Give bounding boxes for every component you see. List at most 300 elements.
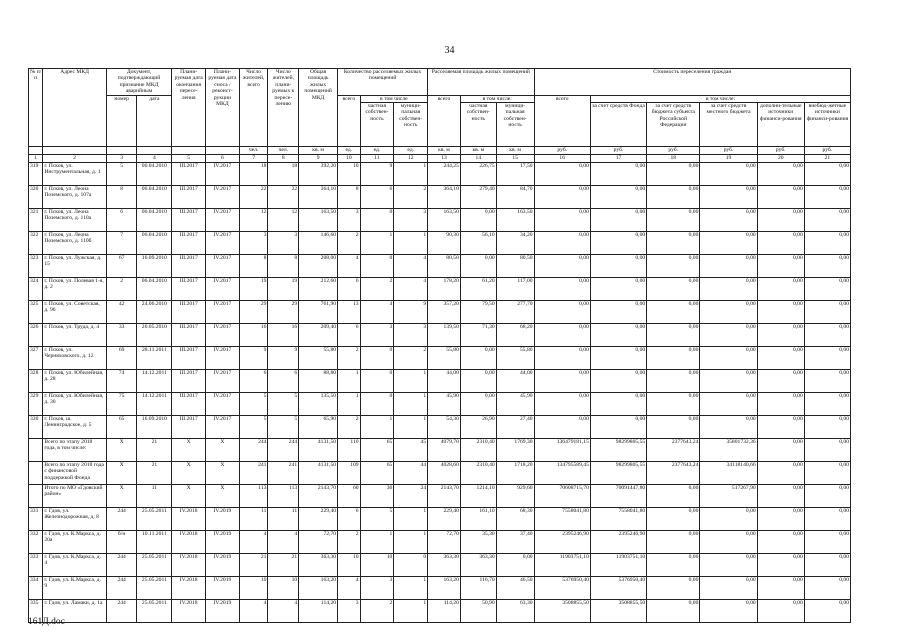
table-cell: 16.09.2010: [137, 416, 172, 439]
table-cell: 241: [268, 462, 299, 485]
table-cell: 1214,10: [460, 485, 496, 508]
column-number-10: 10: [338, 155, 361, 163]
column-number-8: 8: [268, 155, 299, 163]
table-cell: 35801732,36: [700, 439, 757, 462]
table-cell: 0,00: [757, 163, 804, 186]
unit-cell-16: руб.: [534, 147, 590, 155]
address-cell: г. Псков, ул. Лужская, д. 15: [43, 255, 106, 278]
table-cell: 10: [268, 577, 299, 600]
table-cell: 1769,30: [496, 439, 534, 462]
column-number-19: 19: [700, 155, 757, 163]
table-cell: 0,00: [804, 163, 850, 186]
table-cell: 10: [239, 577, 268, 600]
table-row: [29, 301, 851, 324]
table-cell: 333: [29, 554, 43, 577]
header-cost-region: за счет средств бюджета субъекта Российской Федерации: [647, 103, 700, 147]
table-header: [29, 69, 851, 163]
table-cell: IV.2017: [206, 347, 240, 370]
table-cell: 24: [394, 485, 428, 508]
table-cell: 55,80: [299, 347, 338, 370]
table-cell: 0,00: [647, 370, 700, 393]
table-cell: 0,00: [534, 278, 590, 301]
table-cell: 4: [338, 577, 361, 600]
table-cell: 3: [338, 209, 361, 232]
unit-cell-11: ед.: [360, 147, 394, 155]
column-number-12: 12: [394, 155, 428, 163]
table-cell: 0,00: [804, 370, 850, 393]
table-cell: 13: [338, 301, 361, 324]
table-cell: 331: [29, 508, 43, 531]
table-cell: 4: [360, 301, 394, 324]
header-doc-date: дата: [137, 95, 172, 146]
table-cell: III.2017: [172, 186, 206, 209]
table-cell: 6: [338, 508, 361, 531]
table-cell: 363,30: [299, 554, 338, 577]
table-cell: 139,50: [428, 324, 461, 347]
header-qty-total: всего: [338, 95, 361, 146]
table-cell: 0,00: [534, 209, 590, 232]
table-cell: IV.2017: [206, 186, 240, 209]
table-cell: 209,40: [299, 324, 338, 347]
table-cell: 0,00: [590, 232, 646, 255]
table-cell: 46,50: [496, 577, 534, 600]
address-cell: г. Гдов, ул. Ламаки, д. 1а: [43, 600, 106, 623]
table-cell: 244: [106, 508, 137, 531]
column-number-9: 9: [299, 155, 338, 163]
table-cell: 334: [29, 577, 43, 600]
address-cell: г. Псков, ул. Советская, д. 96: [43, 301, 106, 324]
table-cell: 0,00: [534, 301, 590, 324]
unit-cell-14: кв. м: [460, 147, 496, 155]
table-cell: 0,00: [700, 278, 757, 301]
table-cell: 0,00: [757, 485, 804, 508]
table-cell: IV.2017: [206, 416, 240, 439]
table-cell: [29, 462, 43, 485]
table-cell: 21: [268, 554, 299, 577]
column-number-11: 11: [360, 155, 394, 163]
unit-cell-17: руб.: [590, 147, 646, 155]
header-plan-demolish: Плани-руемая дата сноса / реконст-рукции МКД: [206, 69, 240, 147]
column-number-5: 5: [172, 155, 206, 163]
table-cell: 2310,40: [460, 439, 496, 462]
table-cell: 363,30: [428, 554, 461, 577]
table-cell: IV.2017: [206, 301, 240, 324]
table-cell: 2395246,90: [590, 531, 646, 554]
table-cell: 0,00: [534, 232, 590, 255]
table-cell: IV.2017: [206, 209, 240, 232]
table-cell: 4: [239, 600, 268, 623]
table-cell: 244: [268, 439, 299, 462]
table-cell: 6: [106, 209, 137, 232]
table-cell: 0,00: [757, 278, 804, 301]
column-number-15: 15: [496, 155, 534, 163]
unit-cell-3: [106, 147, 137, 155]
table-cell: 329: [29, 393, 43, 416]
table-cell: 0,00: [647, 554, 700, 577]
table-cell: 1718,20: [496, 462, 534, 485]
table-cell: 3508855,50: [534, 600, 590, 623]
unit-cell-12: ед.: [394, 147, 428, 155]
table-cell: 0,00: [590, 255, 646, 278]
table-cell: 26.05.2010: [137, 324, 172, 347]
table-cell: 3: [394, 324, 428, 347]
table-cell: 0,00: [534, 416, 590, 439]
header-area: Общая площадь жилых помещений МКД: [299, 69, 338, 147]
unit-cell-21: руб.: [804, 147, 850, 155]
table-cell: 114,20: [299, 600, 338, 623]
table-cell: 332: [29, 531, 43, 554]
table-cell: IV.2017: [206, 370, 240, 393]
table-cell: 11: [268, 508, 299, 531]
table-cell: III.2017: [172, 370, 206, 393]
unit-cell-4: [137, 147, 172, 155]
unit-cell-10: ед.: [338, 147, 361, 155]
table-cell: 11903751,10: [590, 554, 646, 577]
table-cell: 163,50: [428, 209, 461, 232]
table-cell: 0,00: [647, 577, 700, 600]
table-cell: 0,00: [757, 462, 804, 485]
table-cell: 65: [360, 439, 394, 462]
table-cell: 5: [239, 393, 268, 416]
table-cell: 0,00: [647, 393, 700, 416]
table-row: [29, 232, 851, 255]
table-cell: III.2017: [172, 301, 206, 324]
address-cell: г. Псков, ул. Леона Поземского, д. 110а: [43, 209, 106, 232]
table-cell: 11903751,10: [534, 554, 590, 577]
table-cell: 1: [394, 232, 428, 255]
table-cell: 61,20: [460, 278, 496, 301]
table-cell: 80,50: [428, 255, 461, 278]
table-cell: 65,90: [299, 416, 338, 439]
table-cell: 28.11.2011: [137, 347, 172, 370]
table-cell: 5376950,40: [590, 577, 646, 600]
table-cell: 0,00: [590, 347, 646, 370]
unit-cell-6: [206, 147, 240, 155]
table-cell: 1: [394, 163, 428, 186]
table-cell: 84,70: [496, 186, 534, 209]
table-cell: 0,00: [700, 531, 757, 554]
table-cell: 0,00: [590, 163, 646, 186]
table-cell: 136479181,15: [534, 439, 590, 462]
table-cell: 0,00: [590, 301, 646, 324]
table-cell: 70091447,80: [590, 485, 646, 508]
table-cell: Х: [106, 462, 137, 485]
table-cell: [29, 485, 43, 508]
table-cell: 0,00: [804, 577, 850, 600]
table-cell: 9: [268, 347, 299, 370]
table-cell: 279,40: [460, 186, 496, 209]
unit-cell-1: [29, 147, 43, 155]
table-cell: 0,00: [534, 255, 590, 278]
table-cell: 68,20: [496, 324, 534, 347]
table-cell: 0,00: [460, 255, 496, 278]
table-cell: 241: [239, 462, 268, 485]
table-cell: 8: [106, 186, 137, 209]
table-row: [29, 324, 851, 347]
table-cell: 06.04.2010: [137, 278, 172, 301]
table-cell: 9: [394, 301, 428, 324]
table-cell: 114,20: [428, 600, 461, 623]
table-cell: 6: [268, 370, 299, 393]
table-cell: 364,10: [299, 186, 338, 209]
table-cell: III.2017: [172, 416, 206, 439]
table-cell: 0,00: [757, 577, 804, 600]
table-cell: 929,60: [496, 485, 534, 508]
table-cell: 19: [268, 278, 299, 301]
table-cell: 0,00: [590, 370, 646, 393]
table-cell: 0: [360, 347, 394, 370]
table-cell: IV.2017: [206, 324, 240, 347]
table-cell: 34,20: [496, 232, 534, 255]
table-cell: 0,00: [647, 209, 700, 232]
header-area-group: Расселяемая площадь жилых помещений: [428, 69, 534, 96]
table-cell: 163,50: [299, 209, 338, 232]
table-cell: 2: [338, 531, 361, 554]
table-cell: 0,00: [804, 393, 850, 416]
table-cell: 1: [394, 370, 428, 393]
table-cell: 0,00: [757, 600, 804, 623]
table-row: [29, 393, 851, 416]
address-cell: Всего по этапу 2018 года, в том числе:: [43, 439, 106, 462]
header-cost-offbudget: внебюд-жетные источники финанси-рования: [804, 103, 850, 147]
table-row: [29, 554, 851, 577]
table-cell: 110: [338, 439, 361, 462]
table-cell: 68,30: [496, 508, 534, 531]
table-cell: 4: [239, 531, 268, 554]
table-cell: 1: [394, 416, 428, 439]
table-cell: Х: [172, 439, 206, 462]
table-cell: 0,00: [647, 324, 700, 347]
address-cell: г. Гдов, ул. Железнодорожная, д. 8: [43, 508, 106, 531]
table-cell: 4028,60: [428, 462, 461, 485]
table-cell: 2143,70: [299, 485, 338, 508]
address-cell: г. Псков, ул. Юбилейная, д. 30: [43, 393, 106, 416]
table-cell: Х: [206, 439, 240, 462]
table-cell: 109: [338, 462, 361, 485]
table-cell: III.2017: [172, 255, 206, 278]
table-cell: 113: [239, 485, 268, 508]
table-cell: 0,00: [590, 209, 646, 232]
table-cell: 134795589,45: [534, 462, 590, 485]
table-cell: 60: [338, 485, 361, 508]
header-cost-group: Стоимость переселения граждан: [534, 69, 850, 96]
table-cell: 7: [106, 232, 137, 255]
table-cell: 63,30: [496, 600, 534, 623]
table-cell: 0,00: [496, 554, 534, 577]
table-cell: 2: [394, 186, 428, 209]
table-cell: 0,00: [757, 554, 804, 577]
table-cell: 0,00: [647, 186, 700, 209]
table-cell: 0,00: [700, 255, 757, 278]
table-cell: 517267,90: [700, 485, 757, 508]
table-cell: 7558041,80: [590, 508, 646, 531]
header-area-private: частная собствен-ность: [460, 103, 496, 147]
column-number-2: 2: [43, 155, 106, 163]
table-cell: 44: [394, 462, 428, 485]
table-cell: 22: [268, 186, 299, 209]
column-number-18: 18: [647, 155, 700, 163]
header-qty-municipal: муници-пальная собствен-ность: [394, 103, 428, 147]
column-number-14: 14: [460, 155, 496, 163]
table-cell: 0,00: [700, 324, 757, 347]
table-cell: 0,00: [460, 393, 496, 416]
unit-cell-9: кв. м: [299, 147, 338, 155]
table-row: [29, 209, 851, 232]
table-cell: 06.04.2010: [137, 186, 172, 209]
table-cell: 21: [137, 462, 172, 485]
table-cell: III.2017: [172, 163, 206, 186]
table-cell: 0,00: [804, 439, 850, 462]
table-cell: 0,00: [757, 370, 804, 393]
table-cell: 244: [106, 577, 137, 600]
table-cell: 2143,70: [428, 485, 461, 508]
table-row: [29, 186, 851, 209]
address-cell: г. Псков, ул. Труда, д. 4: [43, 324, 106, 347]
table-cell: 17,50: [496, 163, 534, 186]
table-cell: 74: [106, 370, 137, 393]
table-cell: 320: [29, 186, 43, 209]
table-cell: 19: [239, 278, 268, 301]
table-cell: 3: [338, 600, 361, 623]
table-cell: 0,00: [757, 255, 804, 278]
header-doc-number: номер: [106, 95, 137, 146]
column-number-7: 7: [239, 155, 268, 163]
header-cost-incl: в том числе:: [590, 95, 850, 102]
table-cell: Х: [172, 462, 206, 485]
table-cell: 11: [137, 485, 172, 508]
table-cell: 80,50: [496, 255, 534, 278]
table-cell: 0,00: [757, 232, 804, 255]
table-cell: 26,90: [460, 416, 496, 439]
table-cell: 27,40: [496, 416, 534, 439]
table-cell: 1: [360, 531, 394, 554]
table-cell: 6: [338, 324, 361, 347]
table-cell: 0,00: [700, 393, 757, 416]
table-cell: 65: [360, 462, 394, 485]
table-cell: 25.05.2011: [137, 577, 172, 600]
table-row: [29, 439, 851, 462]
table-row: [29, 485, 851, 508]
table-cell: 208,00: [299, 255, 338, 278]
table-cell: 5376950,40: [534, 577, 590, 600]
table-cell: 0,00: [534, 324, 590, 347]
table-cell: 2: [338, 347, 361, 370]
table-cell: 761,90: [299, 301, 338, 324]
table-cell: IV.2019: [206, 508, 240, 531]
unit-cell-8: чел.: [268, 147, 299, 155]
table-cell: 244: [106, 554, 137, 577]
table-cell: 277,70: [496, 301, 534, 324]
unit-cell-20: руб.: [757, 147, 804, 155]
table-cell: 326: [29, 324, 43, 347]
table-cell: 363,30: [460, 554, 496, 577]
table-cell: 0,00: [700, 416, 757, 439]
table-cell: 8: [338, 186, 361, 209]
table-cell: 0,00: [757, 439, 804, 462]
table-cell: 1: [338, 370, 361, 393]
column-numbers-row: [29, 155, 851, 163]
table-row: [29, 278, 851, 301]
header-area-municipal: муници-пальная собствен-ность: [496, 103, 534, 147]
column-number-4: 4: [137, 155, 172, 163]
table-row: [29, 508, 851, 531]
header-qty-incl: в том числе: [360, 95, 428, 102]
table-cell: Х: [106, 439, 137, 462]
table-cell: 18: [268, 163, 299, 186]
column-number-21: 21: [804, 155, 850, 163]
table-cell: 2395246,90: [534, 531, 590, 554]
table-cell: 3: [360, 324, 394, 347]
table-cell: Х: [172, 485, 206, 508]
table-cell: IV.2019: [206, 531, 240, 554]
table-cell: 0,00: [647, 600, 700, 623]
table-cell: III.2017: [172, 278, 206, 301]
table-cell: 06.04.2010: [137, 209, 172, 232]
table-cell: 35,30: [460, 531, 496, 554]
table-cell: 146,60: [299, 232, 338, 255]
table-cell: IV.2017: [206, 393, 240, 416]
table-cell: Х: [206, 462, 240, 485]
table-cell: 330: [29, 416, 43, 439]
table-cell: 33: [106, 324, 137, 347]
table-cell: 72,70: [428, 531, 461, 554]
table-cell: 16: [268, 324, 299, 347]
table-cell: IV.2018: [172, 531, 206, 554]
table-cell: 0,00: [757, 393, 804, 416]
table-cell: 1: [394, 508, 428, 531]
table-cell: 3: [394, 209, 428, 232]
table-cell: 5: [268, 393, 299, 416]
table-cell: 2377643,24: [647, 439, 700, 462]
table-cell: 18: [239, 163, 268, 186]
table-cell: 0,00: [804, 232, 850, 255]
table-cell: 10: [338, 554, 361, 577]
table-cell: 0,00: [804, 209, 850, 232]
table-cell: 65: [106, 416, 137, 439]
table-cell: 10: [338, 163, 361, 186]
header-doc: Документ, подтверждающий признание МКД аварийным: [106, 69, 172, 96]
table-cell: 45,90: [496, 393, 534, 416]
table-cell: 0,00: [590, 393, 646, 416]
table-cell: 29: [268, 301, 299, 324]
table-cell: 178,20: [428, 278, 461, 301]
table-cell: IV.2019: [206, 577, 240, 600]
table-cell: 24.06.2010: [137, 301, 172, 324]
table-cell: 4079,70: [428, 439, 461, 462]
table-cell: 06.04.2010: [137, 232, 172, 255]
table-cell: 4131,50: [299, 462, 338, 485]
address-cell: г. Гдов, ул. К.Маркса, д. 9: [43, 577, 106, 600]
table-cell: 0,00: [700, 163, 757, 186]
table-cell: 0,00: [804, 278, 850, 301]
column-number-6: 6: [206, 155, 240, 163]
table-cell: 06.04.2010: [137, 163, 172, 186]
table-cell: 0,00: [647, 255, 700, 278]
table-cell: 10.11.2011: [137, 531, 172, 554]
table-cell: IV.2018: [172, 600, 206, 623]
table-cell: 42: [106, 301, 137, 324]
table-cell: 319: [29, 163, 43, 186]
table-cell: 327: [29, 347, 43, 370]
table-cell: 0,00: [700, 370, 757, 393]
table-cell: 0,00: [700, 347, 757, 370]
table-cell: 9: [360, 163, 394, 186]
table-row: [29, 163, 851, 186]
table-cell: 2: [360, 278, 394, 301]
header-area-total: всего: [428, 95, 461, 146]
table-cell: 0,00: [700, 209, 757, 232]
table-cell: 70608715,70: [534, 485, 590, 508]
